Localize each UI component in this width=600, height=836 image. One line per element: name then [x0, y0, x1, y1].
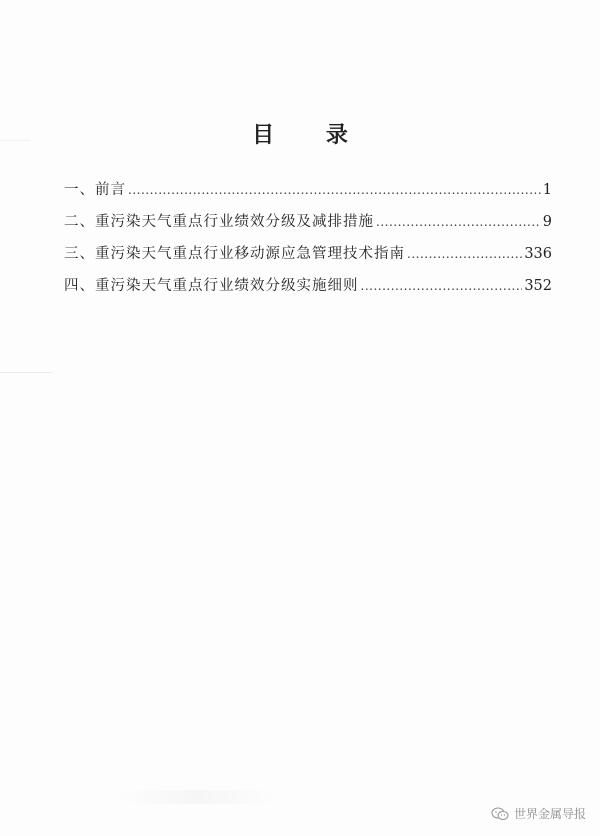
toc-entry-page: 1	[542, 182, 552, 198]
table-of-contents	[64, 178, 552, 306]
scan-margin-mark	[0, 372, 52, 373]
toc-leader-dots	[407, 247, 522, 261]
toc-leader-dots	[128, 183, 541, 197]
toc-entry-label: 二、重污染天气重点行业绩效分级及减排措施	[64, 214, 374, 230]
toc-entry-label: 三、重污染天气重点行业移动源应急管理技术指南	[64, 246, 405, 262]
watermark-text: 世界金属导报	[513, 807, 586, 821]
toc-entry-label: 四、重污染天气重点行业绩效分级实施细则	[64, 278, 359, 294]
toc-entry-label: 一、前言	[64, 182, 126, 198]
toc-leader-dots	[361, 279, 523, 293]
toc-entry-page: 352	[524, 278, 552, 294]
toc-entry[interactable]	[64, 178, 552, 210]
toc-entry-page: 336	[524, 246, 552, 262]
toc-entry[interactable]	[64, 210, 552, 242]
toc-entry[interactable]	[64, 274, 552, 306]
toc-title: 目 录	[252, 122, 370, 148]
toc-leader-dots	[376, 215, 541, 229]
source-watermark	[491, 805, 586, 822]
toc-entry[interactable]	[64, 242, 552, 274]
scan-artifact	[118, 790, 278, 804]
toc-entry-page: 9	[542, 214, 552, 230]
wechat-icon	[491, 807, 509, 821]
